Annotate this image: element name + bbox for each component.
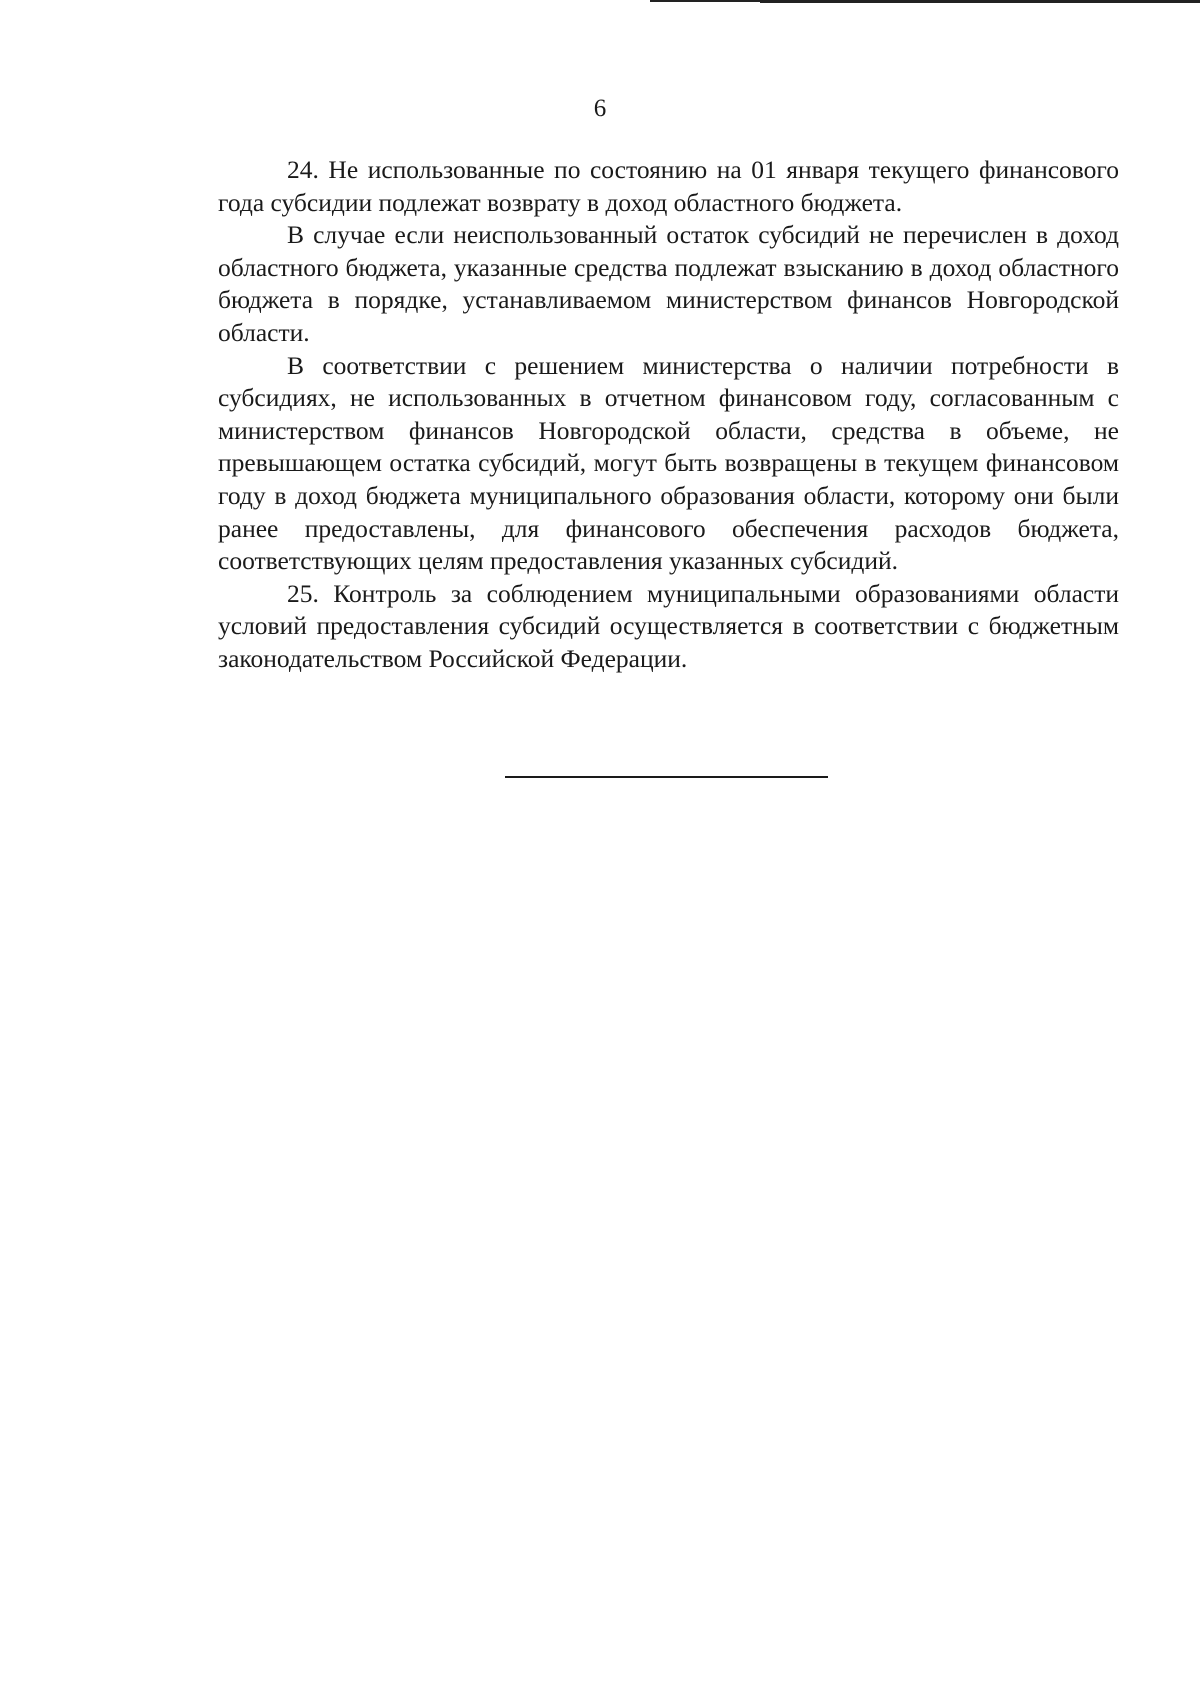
paragraph-24: 24. Не использованные по состоянию на 01 января текущего финансового года субсидии подлежат возврату в доход областного бюджета. (218, 155, 1119, 217)
paragraph-refund-enforcement: В случае если неиспользованный остаток субсидий не перечислен в доход областного бюджета, указанные средства подлежат взысканию в доход областного бюджета в порядке, устанавливаемом министерством финансов Новгородской области. (218, 220, 1119, 347)
end-of-document-rule (505, 776, 828, 778)
scan-top-edge-line (700, 0, 760, 2)
scan-top-edge-line (760, 0, 1200, 3)
paragraph-return-of-funds: В соответствии с решением министерства о наличии потребности в субсидиях, не использованных в отчетном финансовом году, согласованным с министерством финансов Новгородской области, средства в объеме, не превышающем остатка субсидий, могут быть возвращены в текущем финансовом году в доход бюджета муниципального образования области, которому они были ранее предоставлены, для финансового обеспечения расходов бюджета, соответствующих целям предоставления указанных субсидий. (218, 350, 1119, 576)
paragraph-25: 25. Контроль за соблюдением муниципальными образованиями области условий предоставления субсидий осуществляется в соответствии с бюджетным законодательством Российской Федерации. (218, 578, 1119, 673)
page-number: 6 (593, 95, 607, 122)
document-body (218, 154, 1119, 676)
